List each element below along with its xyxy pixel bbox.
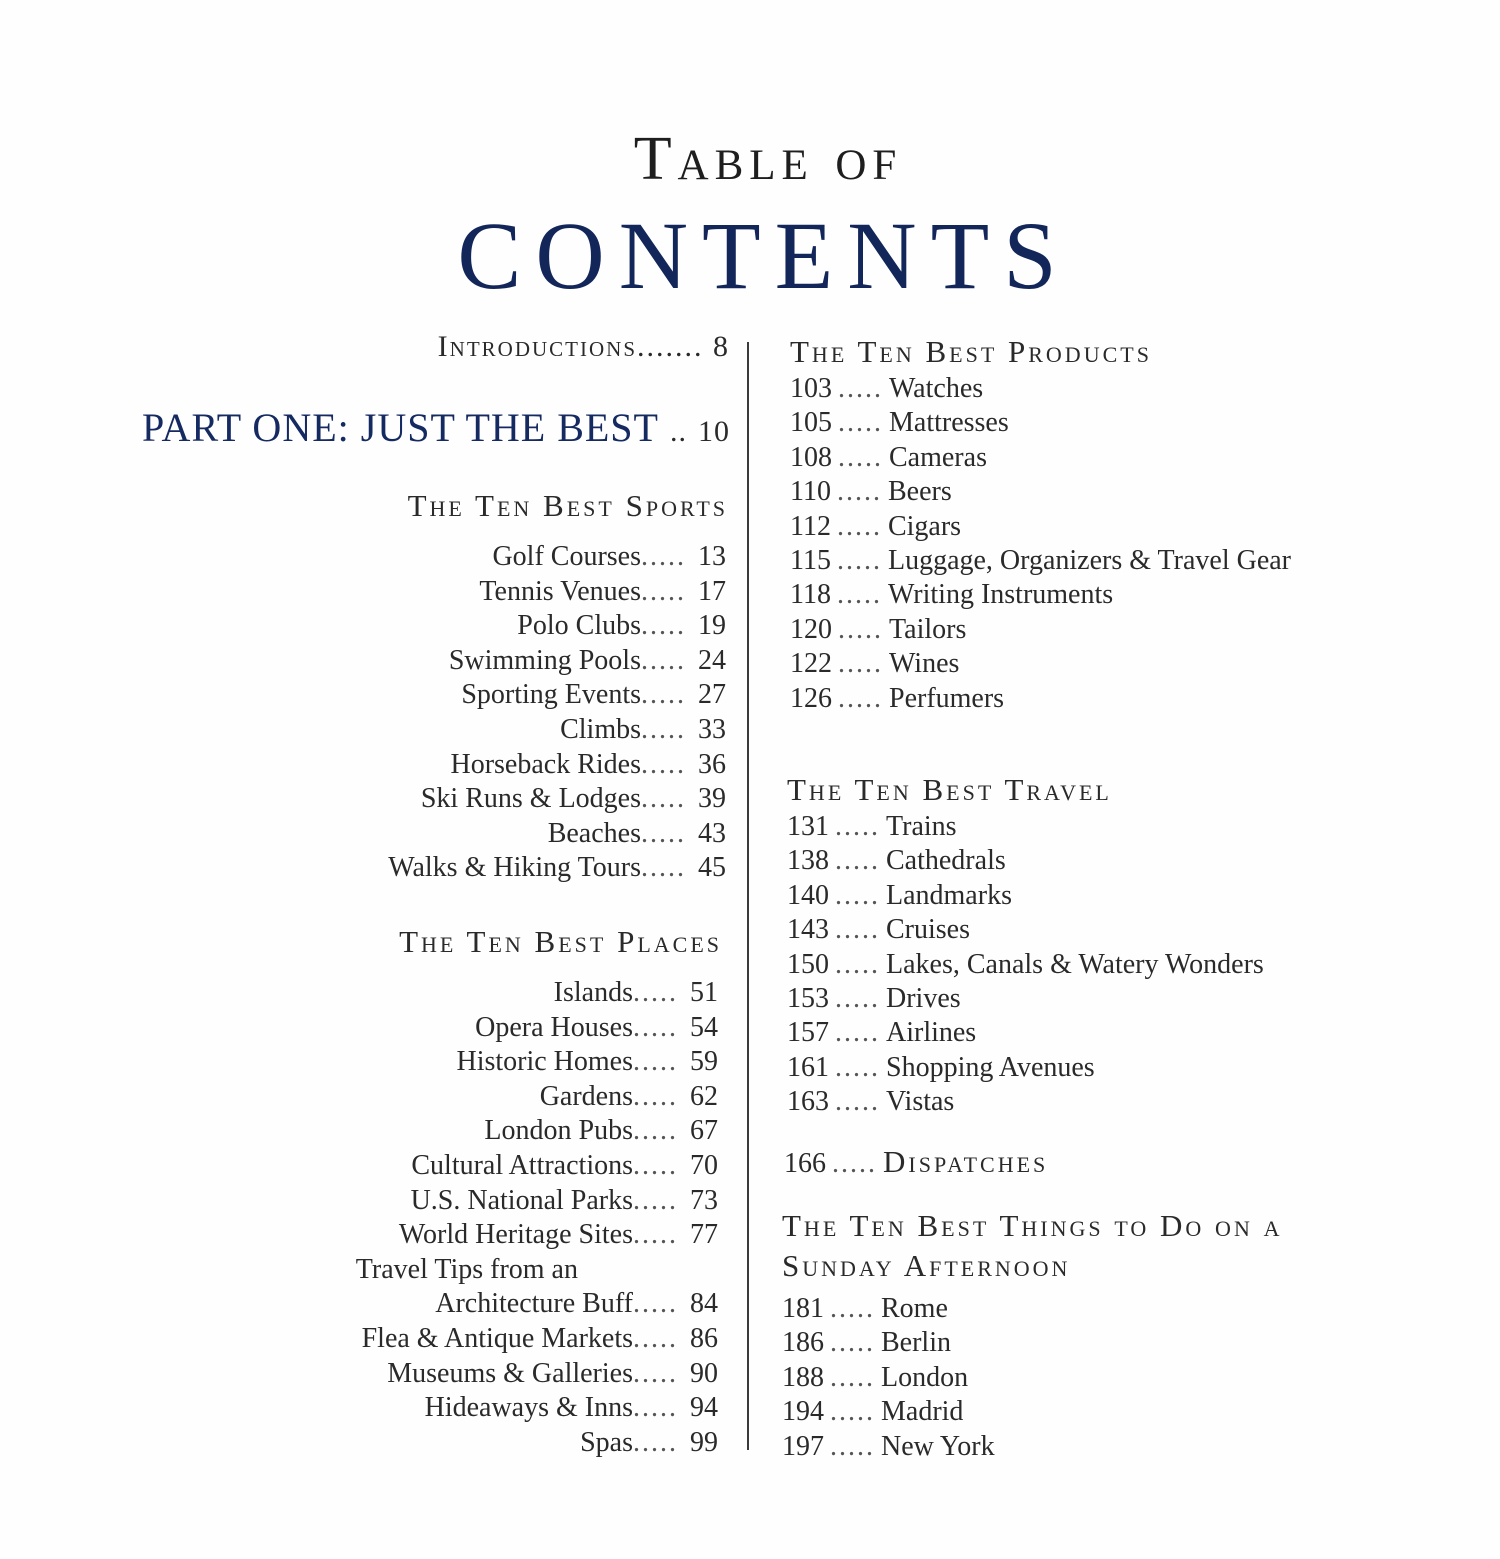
entry-dots: ..... (641, 644, 686, 676)
toc-entry[interactable] (388, 817, 726, 852)
entry-page: 153 (787, 982, 829, 1014)
section-heading-sports: The Ten Best Sports (407, 488, 728, 523)
products-section (790, 332, 1480, 716)
entry-page: 19 (698, 610, 726, 642)
entry-dots: ..... (835, 1051, 880, 1083)
section-heading-products: The Ten Best Products (790, 334, 1152, 369)
entry-dots: ..... (836, 476, 882, 508)
entry-dots: ..... (641, 610, 686, 642)
toc-entry[interactable] (356, 1149, 718, 1184)
entry-label: Berlin (881, 1327, 951, 1359)
entry-label: Drives (886, 982, 961, 1014)
entry-label: Airlines (886, 1017, 977, 1049)
entry-dots: ..... (830, 1396, 875, 1428)
entry-page: 143 (787, 914, 829, 946)
entry-page: 115 (790, 544, 831, 576)
part-one-dots: .. (670, 415, 687, 448)
toc-entry[interactable] (356, 1287, 718, 1322)
entry-page: 8 (713, 330, 730, 363)
entry-label: Shopping Avenues (886, 1051, 1095, 1083)
travel-list (787, 810, 1477, 1120)
entry-page: 161 (787, 1051, 829, 1083)
entry-label: Flea & Antique Markets (361, 1322, 633, 1354)
entry-label: Dispatches (883, 1144, 1049, 1179)
entry-page: 110 (790, 476, 831, 508)
toc-entry[interactable] (787, 1016, 1477, 1050)
entry-dots: ..... (835, 811, 880, 842)
toc-entry[interactable] (787, 879, 1477, 913)
entry-label: U.S. National Parks (410, 1184, 633, 1216)
toc-entry[interactable] (356, 1426, 718, 1461)
toc-entry[interactable] (356, 976, 718, 1011)
toc-entry[interactable] (787, 810, 1477, 844)
toc-entry[interactable] (356, 1114, 718, 1149)
entry-page: 84 (690, 1288, 718, 1320)
entry-dots: ..... (633, 1392, 678, 1424)
entry-label: Tailors (889, 613, 967, 645)
entry-dots: ..... (830, 1430, 875, 1462)
entry-label: Tennis Venues (479, 575, 641, 607)
entry-page: 70 (690, 1149, 718, 1181)
entry-page: 122 (790, 648, 832, 680)
entry-dots: ..... (830, 1293, 875, 1324)
entry-dots: ..... (835, 845, 880, 877)
entry-dots: ..... (830, 1361, 875, 1393)
entry-label: Swimming Pools (448, 644, 641, 676)
entry-page: 36 (698, 748, 726, 780)
entry-dots: ..... (633, 1149, 678, 1181)
entry-dots: ....... (637, 330, 704, 363)
entry-page: 188 (782, 1361, 824, 1393)
toc-entry[interactable] (782, 1395, 1472, 1429)
entry-dots: ..... (633, 1426, 678, 1458)
toc-entry[interactable] (388, 609, 726, 644)
entry-page: 181 (782, 1293, 824, 1324)
part-one-label: PART ONE: JUST THE BEST (141, 405, 659, 450)
entry-dots: ..... (832, 1148, 877, 1179)
toc-entry[interactable] (356, 1253, 718, 1288)
entry-page: 59 (690, 1046, 718, 1078)
products-list (790, 372, 1480, 716)
entry-label: Beers (887, 476, 952, 508)
entry-label: Gardens (539, 1080, 633, 1112)
entry-dots: ..... (835, 982, 880, 1014)
entry-label: Golf Courses (492, 541, 641, 572)
entry-page: 86 (690, 1322, 718, 1354)
toc-entry[interactable] (790, 510, 1480, 544)
entry-page: 163 (787, 1086, 829, 1118)
entry-page: 45 (698, 852, 726, 884)
entry-dots: ..... (838, 613, 883, 645)
entry-dots: ..... (836, 510, 882, 542)
toc-entry[interactable] (787, 948, 1477, 982)
entry-page: 131 (787, 811, 829, 842)
entry-dots: ..... (641, 852, 686, 884)
entry-dots: ..... (838, 682, 883, 714)
toc-entry[interactable] (356, 1218, 718, 1253)
entry-label: Polo Clubs (517, 610, 641, 642)
entry-label: Lakes, Canals & Watery Wonders (886, 948, 1264, 980)
sports-list (388, 540, 726, 886)
entry-dots: ..... (633, 1322, 678, 1354)
entry-label: Cigars (887, 510, 962, 542)
toc-entry[interactable] (790, 372, 1480, 406)
entry-label: Trains (886, 811, 957, 842)
entry-page: 24 (698, 644, 726, 676)
entry-page: 140 (787, 879, 829, 911)
entry-page: 94 (690, 1392, 718, 1424)
entry-page: 197 (782, 1430, 824, 1462)
toc-entry[interactable] (388, 782, 726, 817)
entry-page: 90 (690, 1357, 718, 1389)
entry-dots: ..... (838, 648, 883, 680)
entry-label: Islands (553, 977, 633, 1008)
section-heading-sunday-line-1: The Ten Best Things to Do on a (782, 1208, 1283, 1243)
toc-entry[interactable] (790, 406, 1480, 440)
entry-page: 43 (698, 817, 726, 849)
entry-page: 150 (787, 948, 829, 980)
toc-entry[interactable] (356, 1391, 718, 1426)
entry-label: Writing Instruments (887, 579, 1114, 611)
section-heading-travel: The Ten Best Travel (787, 772, 1112, 807)
toc-entry[interactable] (388, 748, 726, 783)
toc-entry[interactable] (782, 1430, 1472, 1464)
entry-label: Walks & Hiking Tours (388, 852, 641, 884)
entry-dots: ..... (633, 1184, 678, 1216)
entry-dots: ..... (838, 407, 883, 439)
entry-dots: ..... (641, 748, 686, 780)
entry-label: Sporting Events (461, 679, 641, 711)
entry-dots: ..... (641, 541, 686, 572)
column-divider (747, 342, 749, 1450)
toc-entry[interactable] (388, 575, 726, 610)
entry-page: 194 (782, 1396, 824, 1428)
entry-dots: ..... (830, 1327, 875, 1359)
entry-page: 157 (787, 1017, 829, 1049)
entry-page: 13 (698, 541, 726, 572)
entry-label: Cathedrals (886, 845, 1006, 877)
section-heading-places: The Ten Best Places (399, 924, 722, 959)
toc-entry[interactable] (787, 982, 1477, 1016)
entry-dots: ..... (838, 373, 883, 404)
entry-label: Madrid (881, 1396, 964, 1428)
entry-label: Horseback Rides (450, 748, 641, 780)
toc-entry[interactable] (388, 540, 726, 575)
title-line-1: Table of (633, 125, 903, 193)
entry-label: Vistas (886, 1086, 955, 1118)
entry-dots: ..... (836, 579, 882, 611)
entry-dots: ..... (641, 679, 686, 711)
entry-page: 27 (698, 679, 726, 711)
entry-label: World Heritage Sites (398, 1219, 633, 1251)
entry-dots: ..... (835, 1086, 880, 1118)
entry-dots: ..... (835, 914, 880, 946)
entry-page: 73 (690, 1184, 718, 1216)
entry-page: 33 (698, 713, 726, 745)
entry-dots: ..... (835, 879, 880, 911)
entry-page: 103 (790, 373, 832, 404)
entry-label: Perfumers (889, 682, 1005, 714)
toc-entry[interactable] (782, 1292, 1472, 1326)
sunday-list (782, 1292, 1472, 1464)
entry-dots: ..... (633, 1011, 678, 1043)
places-list (356, 976, 718, 1460)
entry-label: Historic Homes (456, 1046, 633, 1078)
entry-dots: ..... (838, 441, 883, 473)
toc-entry[interactable] (790, 613, 1480, 647)
entry-page: 138 (787, 845, 829, 877)
entry-dots: ..... (633, 1219, 678, 1251)
entry-dots: ..... (641, 713, 686, 745)
entry-label: Beaches (547, 817, 641, 849)
toc-entry-dispatches[interactable] (784, 1144, 1048, 1180)
entry-page: 166 (784, 1148, 826, 1179)
entry-page: 77 (690, 1219, 718, 1251)
entry-label: Opera Houses (475, 1011, 633, 1043)
entry-page: 112 (790, 510, 831, 542)
entry-label: Climbs (560, 713, 641, 745)
entry-page: 105 (790, 407, 832, 439)
entry-dots: ..... (835, 948, 880, 980)
entry-dots: ..... (633, 1115, 678, 1147)
entry-label: Mattresses (889, 407, 1009, 439)
entry-dots: ..... (836, 544, 882, 576)
entry-label: Wines (889, 648, 960, 680)
toc-entry[interactable] (787, 913, 1477, 947)
title-line-2: CONTENTS (457, 202, 1071, 309)
entry-page: 126 (790, 682, 832, 714)
entry-label: Luggage, Organizers & Travel Gear (887, 544, 1292, 576)
part-one-heading[interactable] (142, 404, 730, 451)
toc-entry[interactable] (388, 851, 726, 886)
toc-entry[interactable] (787, 1085, 1477, 1119)
toc-entry[interactable] (356, 1045, 718, 1080)
entry-page: 118 (790, 579, 831, 611)
entry-page: 186 (782, 1327, 824, 1359)
toc-entry[interactable] (356, 1011, 718, 1046)
entry-label: Cultural Attractions (411, 1149, 633, 1181)
toc-entry[interactable] (790, 544, 1480, 578)
entry-page: 108 (790, 441, 832, 473)
entry-page: 17 (698, 575, 726, 607)
entry-page: 62 (690, 1080, 718, 1112)
toc-entry[interactable] (388, 644, 726, 679)
toc-entry[interactable] (388, 678, 726, 713)
entry-label: Travel Tips from an (355, 1253, 578, 1285)
part-one-page: 10 (698, 415, 730, 448)
entry-page: 99 (690, 1426, 718, 1458)
entry-label: Ski Runs & Lodges (420, 783, 641, 815)
toc-entry[interactable] (787, 1051, 1477, 1085)
entry-dots: ..... (633, 1046, 678, 1078)
toc-entry[interactable] (356, 1080, 718, 1115)
entry-label: Rome (881, 1293, 948, 1324)
entry-label: London Pubs (484, 1115, 633, 1147)
entry-dots: ..... (633, 1288, 678, 1320)
toc-entry[interactable] (790, 475, 1480, 509)
toc-entry[interactable] (790, 682, 1480, 716)
entry-label: Museums & Galleries (387, 1357, 633, 1389)
entry-dots: ..... (633, 1080, 678, 1112)
toc-entry[interactable] (356, 1322, 718, 1357)
toc-entry-introductions[interactable] (438, 330, 730, 364)
entry-dots: ..... (633, 1357, 678, 1389)
toc-entry[interactable] (790, 441, 1480, 475)
toc-entry[interactable] (787, 844, 1477, 878)
entry-label: Landmarks (886, 879, 1012, 911)
entry-label: Cruises (886, 914, 970, 946)
entry-label: London (881, 1361, 969, 1393)
entry-page: 67 (690, 1115, 718, 1147)
entry-dots: ..... (641, 817, 686, 849)
entry-page: 54 (690, 1011, 718, 1043)
entry-page: 120 (790, 613, 832, 645)
toc-entry[interactable] (782, 1361, 1472, 1395)
toc-entry[interactable] (356, 1184, 718, 1219)
entry-dots: ..... (835, 1017, 880, 1049)
entry-label: Architecture Buff (435, 1288, 633, 1320)
toc-entry[interactable] (790, 578, 1480, 612)
toc-entry[interactable] (388, 713, 726, 748)
travel-section (787, 770, 1477, 1120)
toc-entry[interactable] (782, 1326, 1472, 1360)
entry-dots: ..... (641, 783, 686, 815)
toc-entry[interactable] (356, 1357, 718, 1392)
entry-page: 39 (698, 783, 726, 815)
entry-label: Watches (889, 373, 984, 404)
sunday-section (782, 1206, 1472, 1464)
entry-label: Introductions (437, 330, 637, 363)
entry-label: Cameras (889, 441, 987, 473)
entry-dots: ..... (633, 977, 678, 1008)
entry-label: Hideaways & Inns (424, 1392, 633, 1424)
toc-entry[interactable] (790, 647, 1480, 681)
section-heading-sunday-line-2: Sunday Afternoon (782, 1248, 1071, 1283)
entry-label: Spas (580, 1426, 633, 1458)
entry-label: New York (881, 1430, 995, 1462)
entry-dots: ..... (641, 575, 686, 607)
entry-page: 51 (690, 977, 718, 1008)
